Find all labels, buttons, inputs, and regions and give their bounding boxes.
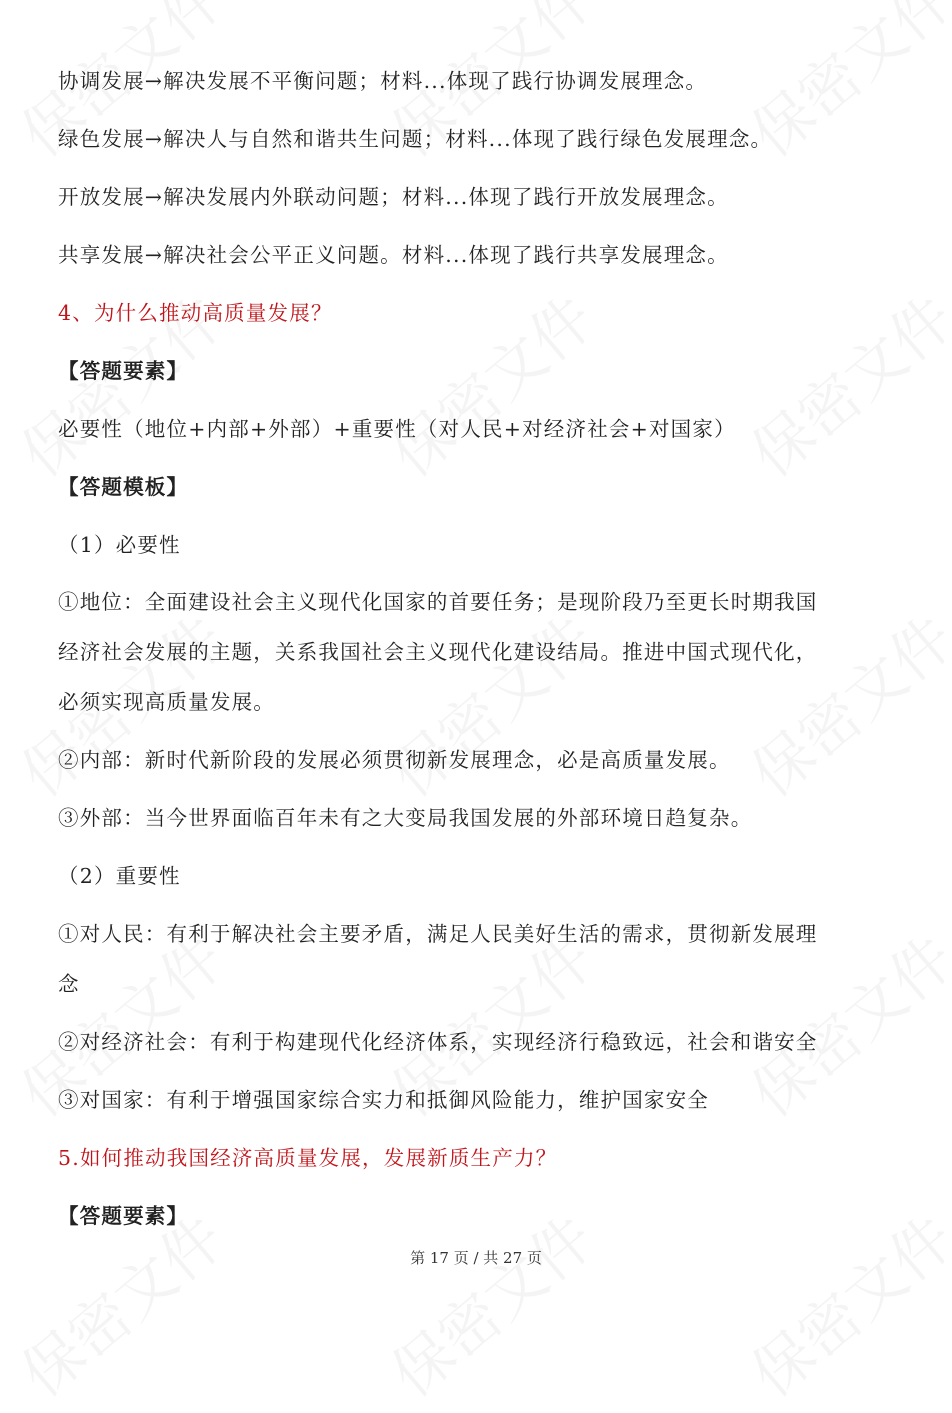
- watermark-text: [370, 1193, 609, 1413]
- text-line: 经济社会发展的主题，关系我国社会主义现代化建设结局。推进中国式现代化，: [58, 640, 818, 664]
- text-line: 必须实现高质量发展。: [58, 690, 275, 714]
- watermark-text: [730, 273, 952, 493]
- text-line: ②内部：新时代新阶段的发展必须贯彻新发展理念，必是高质量发展。: [58, 748, 731, 772]
- section-label: 【答题模板】: [58, 475, 189, 499]
- text-line: 绿色发展→解决人与自然和谐共生问题；材料...体现了践行绿色发展理念。: [58, 127, 773, 151]
- text-line: （1）必要性: [58, 533, 181, 557]
- text-line: ①对人民：有利于解决社会主要矛盾，满足人民美好生活的需求，贯彻新发展理: [58, 922, 818, 946]
- section-heading: 4、为什么推动高质量发展？: [58, 301, 333, 325]
- watermark-text: [370, 273, 609, 493]
- section-label: 【答题要素】: [58, 1204, 189, 1228]
- text-line: ③对国家：有利于增强国家综合实力和抵御风险能力，维护国家安全: [58, 1088, 709, 1112]
- section-heading: 5.如何推动我国经济高质量发展，发展新质生产力？: [58, 1146, 558, 1170]
- text-line: 念: [58, 972, 80, 996]
- text-line: ③外部：当今世界面临百年未有之大变局我国发展的外部环境日趋复杂。: [58, 806, 753, 830]
- text-line: 协调发展→解决发展不平衡问题；材料...体现了践行协调发展理念。: [58, 69, 708, 93]
- text-line: 共享发展→解决社会公平正义问题。材料...体现了践行共享发展理念。: [58, 243, 729, 267]
- page-footer: 第 17 页 / 共 27 页: [410, 1249, 542, 1267]
- text-line: ①地位：全面建设社会主义现代化国家的首要任务；是现阶段乃至更长时期我国: [58, 590, 818, 614]
- text-line: ②对经济社会：有利于构建现代化经济体系，实现经济行稳致远，社会和谐安全: [58, 1030, 818, 1054]
- text-line: （2）重要性: [58, 864, 181, 888]
- section-label: 【答题要素】: [58, 359, 189, 383]
- text-line: 必要性（地位+内部+外部）+重要性（对人民+对经济社会+对国家）: [58, 417, 736, 441]
- watermark-text: [730, 1193, 952, 1413]
- watermark-text: [730, 593, 952, 813]
- watermark-text: [370, 593, 609, 813]
- text-line: 开放发展→解决发展内外联动问题；材料...体现了践行开放发展理念。: [58, 185, 729, 209]
